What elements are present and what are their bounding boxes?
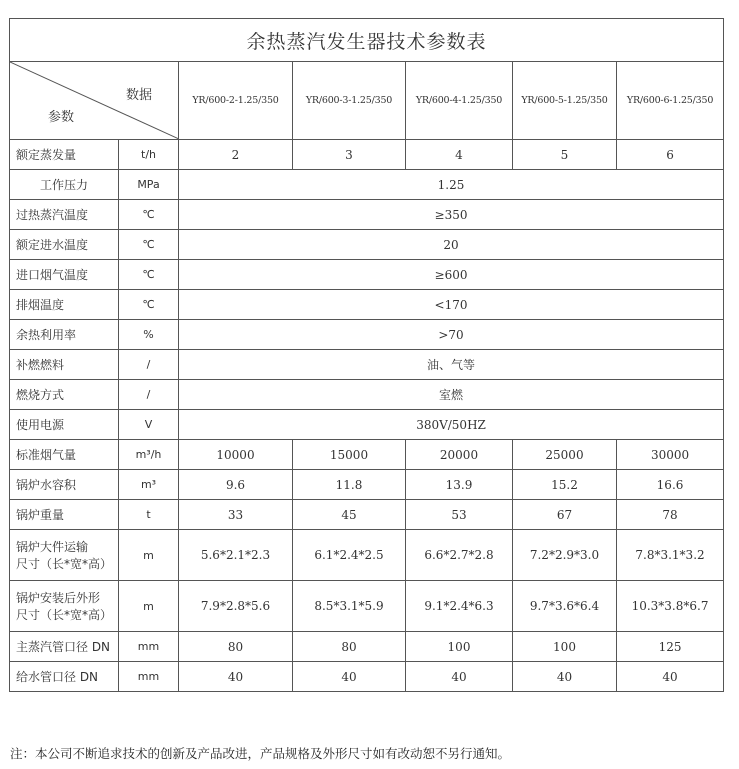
table-row: [10, 380, 724, 410]
param-value: 80: [293, 632, 406, 662]
table-row: [10, 140, 724, 170]
param-name: 给水管口径 DN: [10, 662, 119, 692]
param-value: 125: [617, 632, 724, 662]
table-row: [10, 260, 724, 290]
param-value: 40: [293, 662, 406, 692]
param-value: 10000: [179, 440, 293, 470]
table-row: [10, 230, 724, 260]
param-name: 使用电源: [10, 410, 119, 440]
param-value: 9.7*3.6*6.4: [513, 581, 617, 632]
param-name: 锅炉重量: [10, 500, 119, 530]
param-value: 25000: [513, 440, 617, 470]
footnote: 注：本公司不断追求技术的创新及产品改进，产品规格及外形尺寸如有改动恕不另行通知。: [10, 746, 511, 761]
param-unit: ℃: [119, 260, 179, 290]
param-name: [10, 530, 119, 581]
param-name: 额定蒸发量: [10, 140, 119, 170]
param-value: 4: [406, 140, 513, 170]
param-unit: t: [119, 500, 179, 530]
table-row: [10, 200, 724, 230]
param-unit: /: [119, 380, 179, 410]
param-name: 工作压力: [10, 170, 119, 200]
table-row: [10, 662, 724, 692]
param-name: [10, 581, 119, 632]
param-name-line2: 尺寸（长*宽*高）: [16, 608, 113, 622]
param-unit: m³/h: [119, 440, 179, 470]
param-name-line1: 锅炉大件运输: [16, 540, 89, 554]
param-value: 53: [406, 500, 513, 530]
param-shared-value: 油、气等: [179, 350, 724, 380]
table-row: [10, 290, 724, 320]
param-name: 排烟温度: [10, 290, 119, 320]
param-unit: /: [119, 350, 179, 380]
param-shared-value: ≥350: [179, 200, 724, 230]
param-unit: m: [119, 581, 179, 632]
table-row: [10, 170, 724, 200]
param-value: 3: [293, 140, 406, 170]
data-label: 数据: [125, 88, 152, 103]
param-value: 40: [617, 662, 724, 692]
param-value: 45: [293, 500, 406, 530]
table-row: [10, 632, 724, 662]
param-value: 9.6: [179, 470, 293, 500]
param-value: 11.8: [293, 470, 406, 500]
param-name: 锅炉水容积: [10, 470, 119, 500]
param-value: 40: [179, 662, 293, 692]
param-shared-value: <170: [179, 290, 724, 320]
table-title: 余热蒸汽发生器技术参数表: [10, 19, 724, 62]
param-value: 40: [406, 662, 513, 692]
param-unit: MPa: [119, 170, 179, 200]
table-row: [10, 500, 724, 530]
param-name: 补燃燃料: [10, 350, 119, 380]
param-value: 33: [179, 500, 293, 530]
param-unit: %: [119, 320, 179, 350]
param-unit: V: [119, 410, 179, 440]
model-header: YR/600-4-1.25/350: [406, 62, 513, 140]
param-value: 30000: [617, 440, 724, 470]
table-row: [10, 581, 724, 632]
model-header: YR/600-3-1.25/350: [293, 62, 406, 140]
param-unit: m: [119, 530, 179, 581]
param-unit: ℃: [119, 290, 179, 320]
param-value: 100: [513, 632, 617, 662]
param-unit: mm: [119, 662, 179, 692]
param-unit: ℃: [119, 230, 179, 260]
param-name: 余热利用率: [10, 320, 119, 350]
param-value: 67: [513, 500, 617, 530]
param-shared-value: 1.25: [179, 170, 724, 200]
param-value: 6.6*2.7*2.8: [406, 530, 513, 581]
param-name-line2: 尺寸（长*宽*高）: [16, 557, 113, 571]
param-value: 100: [406, 632, 513, 662]
model-header: YR/600-6-1.25/350: [617, 62, 724, 140]
spec-table: [9, 18, 724, 692]
param-shared-value: 室燃: [179, 380, 724, 410]
param-value: 13.9: [406, 470, 513, 500]
param-shared-value: 380V/50HZ: [179, 410, 724, 440]
table-row: [10, 410, 724, 440]
param-value: 9.1*2.4*6.3: [406, 581, 513, 632]
param-name: 燃烧方式: [10, 380, 119, 410]
table-row: [10, 440, 724, 470]
header-corner: [10, 62, 179, 140]
param-value: 7.9*2.8*5.6: [179, 581, 293, 632]
table-row: [10, 470, 724, 500]
param-unit: t/h: [119, 140, 179, 170]
param-value: 7.2*2.9*3.0: [513, 530, 617, 581]
param-value: 10.3*3.8*6.7: [617, 581, 724, 632]
param-value: 5.6*2.1*2.3: [179, 530, 293, 581]
model-header: YR/600-5-1.25/350: [513, 62, 617, 140]
param-value: 7.8*3.1*3.2: [617, 530, 724, 581]
param-value: 5: [513, 140, 617, 170]
diagonal-divider: [10, 62, 179, 139]
param-name-line1: 锅炉安装后外形: [16, 591, 101, 605]
param-value: 78: [617, 500, 724, 530]
table-row: [10, 320, 724, 350]
param-value: 80: [179, 632, 293, 662]
param-unit: mm: [119, 632, 179, 662]
param-value: 15000: [293, 440, 406, 470]
param-unit: m³: [119, 470, 179, 500]
param-value: 6: [617, 140, 724, 170]
param-shared-value: ≥600: [179, 260, 724, 290]
param-value: 8.5*3.1*5.9: [293, 581, 406, 632]
param-value: 2: [179, 140, 293, 170]
table-row: [10, 530, 724, 581]
param-value: 40: [513, 662, 617, 692]
table-row: [10, 350, 724, 380]
model-header: YR/600-2-1.25/350: [179, 62, 293, 140]
param-value: 15.2: [513, 470, 617, 500]
param-label: 参数: [48, 110, 75, 125]
param-shared-value: 20: [179, 230, 724, 260]
param-unit: ℃: [119, 200, 179, 230]
param-name: 额定进水温度: [10, 230, 119, 260]
param-shared-value: >70: [179, 320, 724, 350]
param-value: 16.6: [617, 470, 724, 500]
param-name: 主蒸汽管口径 DN: [10, 632, 119, 662]
param-name: 进口烟气温度: [10, 260, 119, 290]
param-value: 6.1*2.4*2.5: [293, 530, 406, 581]
param-name: 过热蒸汽温度: [10, 200, 119, 230]
param-value: 20000: [406, 440, 513, 470]
param-name: 标准烟气量: [10, 440, 119, 470]
